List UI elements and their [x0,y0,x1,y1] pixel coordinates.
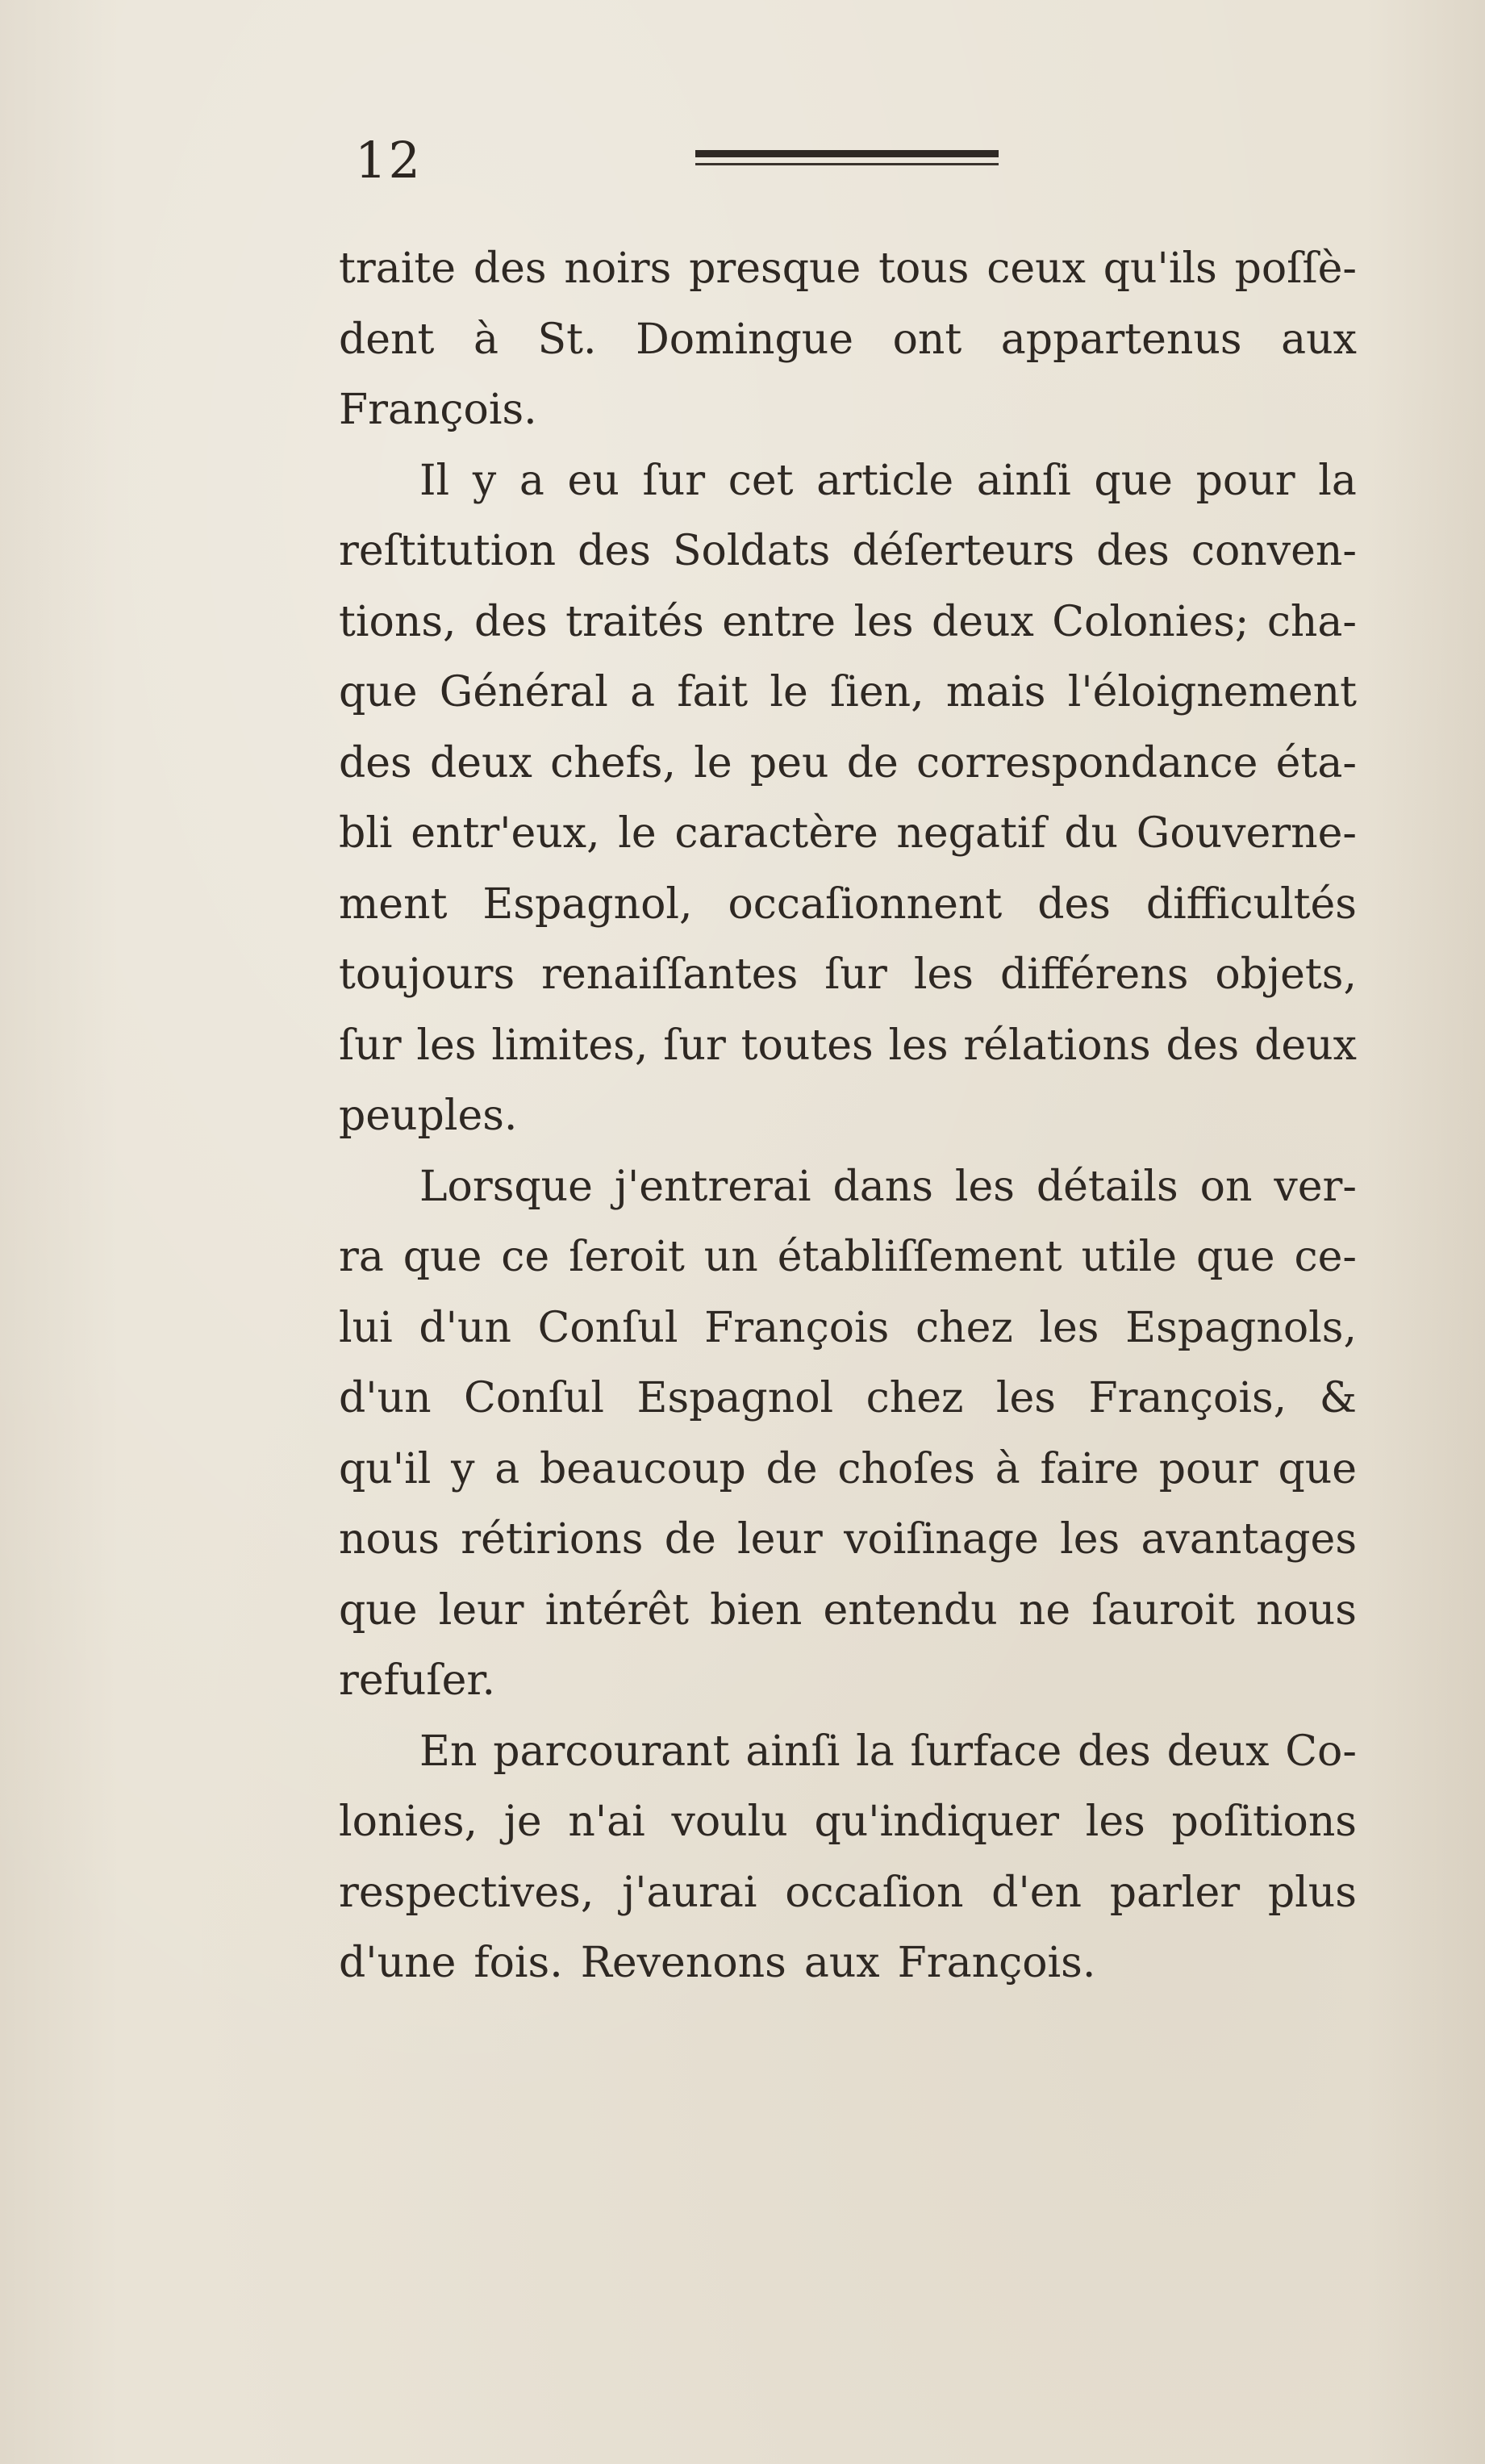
text-line: ment Espagnol, occaſionnent des difficultés [339,879,1357,929]
text-line: refuſer. [339,1656,496,1705]
text-line: Lorsque j'entrerai dans les détails on ver- [419,1162,1357,1211]
text-line: d'une fois. Revenons aux François. [339,1939,1096,1987]
text-line: traite des noirs presque tous ceux qu'ils poſſè- [339,244,1357,293]
text-line: nous rétirions de leur voiſinage les avantages [339,1515,1357,1564]
text-line: Il y a eu ſur cet article ainſi que pour la [419,456,1357,505]
text-line: François. [339,386,537,434]
text-line: reſtitution des Soldats déſerteurs des conven- [339,527,1357,575]
text-line: dent à St. Domingue ont appartenus aux [339,315,1357,364]
text-line: toujours renaiſſantes ſur les différens objets, [339,950,1357,999]
page-number: 12 [355,131,422,190]
header-rule-thick [695,150,999,157]
text-line: ra que ce ſeroit un établiſſement utile que ce- [339,1233,1357,1281]
text-line: lonies, je n'ai voulu qu'indiquer les poſitions [339,1798,1357,1846]
text-line: ſur les limites, ſur toutes les rélations des deux [339,1021,1357,1070]
header-rule [695,150,999,171]
body-text [339,234,1357,1999]
text-line: des deux chefs, le peu de correspondance éta- [339,738,1357,787]
text-line: d'un Conſul Espagnol chez les François, & [339,1374,1357,1422]
text-line: respectives, j'aurai occaſion d'en parler plus [339,1868,1357,1917]
text-line: qu'il y a beaucoup de choſes à faire pour que [339,1444,1357,1493]
text-line: que leur intérêt bien entendu ne ſauroit nous [339,1585,1357,1635]
text-line: tions, des traités entre les deux Colonies; cha- [339,597,1357,646]
header-rule-thin [695,163,999,165]
text-line: lui d'un Conſul François chez les Espagnols, [339,1303,1357,1352]
text-line: que Général a fait le ſien, mais l'éloignement [339,668,1357,716]
text-line: En parcourant ainſi la ſurface des deux Co- [419,1727,1357,1776]
page-header [0,0,1485,210]
text-line: peuples. [339,1092,518,1140]
text-line: bli entr'eux, le caractère negatif du Gouverne- [339,809,1357,858]
